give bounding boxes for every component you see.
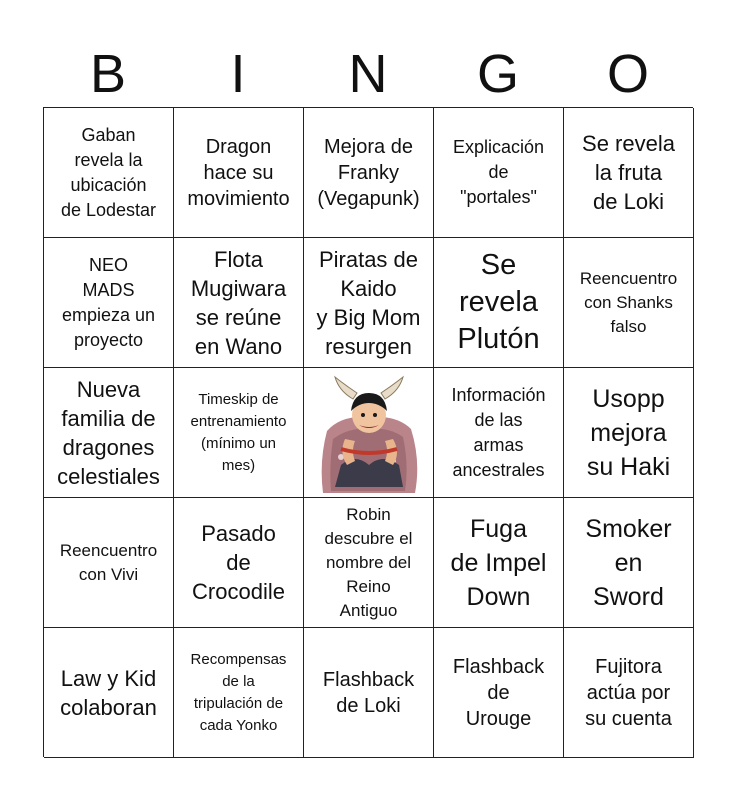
header-letter-b: B	[89, 44, 127, 104]
bingo-cell-r3c2[interactable]	[174, 368, 304, 498]
bingo-cell-r3c5[interactable]	[564, 368, 694, 498]
header-letter-i: I	[230, 44, 246, 104]
cell-label: Se revela Plutón	[457, 249, 540, 355]
bingo-cell-r4c5[interactable]	[564, 498, 694, 628]
cell-label: Law y Kid colaboran	[60, 665, 157, 720]
cell-label: Flashback de Urouge	[452, 655, 545, 730]
cell-label: NEO MADS empieza un proyecto	[61, 254, 156, 350]
cell-label: Se revela la fruta de Loki	[582, 131, 675, 214]
cell-label: Explicación de "portales"	[452, 137, 545, 207]
bingo-cell-r1c5[interactable]	[564, 108, 694, 238]
bingo-cell-r2c4[interactable]	[434, 238, 564, 368]
cell-label: Nueva familia de dragones celestiales	[57, 376, 160, 489]
bingo-cell-r5c4[interactable]	[434, 628, 564, 758]
cell-label: Información de las armas ancestrales	[451, 384, 546, 480]
cell-label: Reencuentro con Vivi	[59, 540, 158, 584]
cell-label: Flashback de Loki	[322, 668, 415, 717]
bingo-cell-r4c1[interactable]	[44, 498, 174, 628]
bingo-cell-r1c1[interactable]	[44, 108, 174, 238]
cell-label: Recompensas de la tripulación de cada Yonko	[190, 650, 287, 734]
cell-label: Smoker en Sword	[585, 514, 672, 611]
cell-label: Piratas de Kaido y Big Mom resurgen	[316, 246, 421, 359]
bingo-cell-r2c1[interactable]	[44, 238, 174, 368]
cell-label: Mejora de Franky (Vegapunk)	[317, 135, 420, 210]
bingo-cell-r1c2[interactable]	[174, 108, 304, 238]
cell-label: Flota Mugiwara se reúne en Wano	[190, 246, 287, 359]
bingo-cell-r1c3[interactable]	[304, 108, 434, 238]
bingo-cell-r5c2[interactable]	[174, 628, 304, 758]
header-letter-g: G	[476, 44, 519, 104]
luffy-kaido-outfit-icon	[305, 369, 433, 497]
cell-label: Reencuentro con Shanks falso	[579, 268, 678, 336]
cell-label: Fuga de Impel Down	[450, 514, 547, 611]
bingo-cell-r4c3[interactable]	[304, 498, 434, 628]
bingo-board	[43, 107, 693, 757]
cell-label: Usopp mejora su Haki	[586, 384, 671, 481]
cell-label: Gaban revela la ubicación de Lodestar	[60, 124, 157, 220]
cell-label: Timeskip de entrenamiento (mínimo un mes)	[190, 390, 287, 474]
cell-label: Robin descubre el nombre del Reino Antiguo	[324, 504, 413, 620]
header-letter-o: O	[606, 44, 649, 104]
bingo-cell-r5c5[interactable]	[564, 628, 694, 758]
bingo-cell-r3c1[interactable]	[44, 368, 174, 498]
bingo-cell-r5c1[interactable]	[44, 628, 174, 758]
header-letter-n: N	[348, 44, 388, 104]
bingo-free-space[interactable]	[304, 368, 434, 498]
bingo-cell-r2c5[interactable]	[564, 238, 694, 368]
bingo-cell-r5c3[interactable]	[304, 628, 434, 758]
bingo-cell-r1c4[interactable]	[434, 108, 564, 238]
bingo-cell-r4c4[interactable]	[434, 498, 564, 628]
cell-label: Fujitora actúa por su cuenta	[585, 655, 672, 730]
bingo-cell-r2c2[interactable]	[174, 238, 304, 368]
bingo-cell-r4c2[interactable]	[174, 498, 304, 628]
cell-label: Dragon hace su movimiento	[187, 135, 290, 210]
bingo-cell-r3c4[interactable]	[434, 368, 564, 498]
bingo-cell-r2c3[interactable]	[304, 238, 434, 368]
bingo-header	[43, 40, 693, 108]
cell-label: Pasado de Crocodile	[192, 521, 285, 604]
